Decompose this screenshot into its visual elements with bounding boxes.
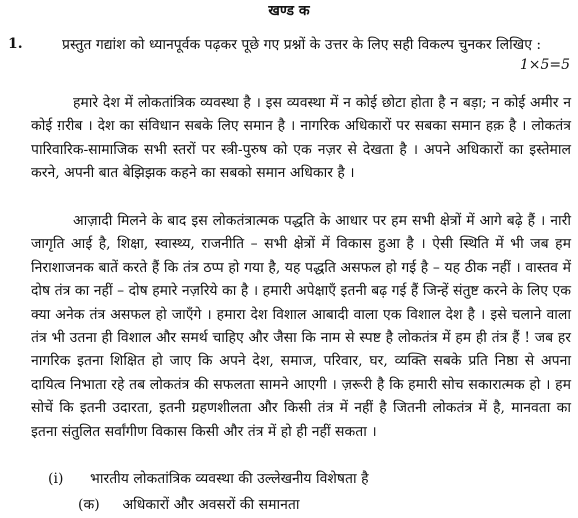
section-title: खण्ड क bbox=[268, 3, 310, 19]
question-number: 1. bbox=[8, 36, 23, 52]
option-item bbox=[78, 495, 299, 515]
question-prompt: प्रस्तुत गद्यांश को ध्यानपूर्वक पढ़कर पूछे गए प्रश्नों के उत्तर के लिए सही विकल्प चुनकर लिखिए : bbox=[62, 37, 542, 53]
sub-question-text: भारतीय लोकतांत्रिक व्यवस्था की उल्लेखनीय विशेषता है bbox=[90, 471, 369, 487]
option-text: अधिकारों और अवसरों की समानता bbox=[122, 497, 300, 513]
marks-allocation: 1×5=5 bbox=[519, 57, 570, 73]
option-label: (क) bbox=[78, 497, 100, 513]
passage-paragraph-2: आज़ादी मिलने के बाद इस लोकतंत्रात्मक पद्धति के आधार पर हम सभी क्षेत्रों में आगे बढ़े हैं । नारी जागृति आई है, शिक्षा, स्वास्थ्य, राजनीति – सभी क्षेत्रों में विकास हुआ है । ऐसी स्थिति में भी जब हम निराशाजनक बातें करते हैं कि तंत्र ठप्प हो गया है, यह पद्धति असफल हो गई है – यह ठीक नहीं । वास्तव में दोष तंत्र का नहीं – दोष हमारे नज़रिये का है । हमारी अपेक्षाएँ इतनी बढ़ गई हैं जिन्हें संतुष्ट करने के लिए एक क्या अनेक तंत्र असफल हो जाएँगे । हमारा देश विशाल आबादी वाला एक विशाल देश है । इसे चलाने वाला तंत्र भी उतना ही विशाल और समर्थ चाहिए और जैसा कि नाम से स्पष्ट है लोकतंत्र में हम ही तंत्र हैं ! जब हर नागरिक इतना शिक्षित हो जाए कि अपने देश, समाज, परिवार, घर, व्यक्ति सबके प्रति निष्ठा से अपना दायित्व निभाता रहे तब लोकतंत्र की सफलता सामने आएगी । ज़रूरी है कि हमारी सोच सकारात्मक हो । हम सोचें कि इतनी उदारता, इतनी ग्रहणशीलता और किसी तंत्र में नहीं है जितनी लोकतंत्र में है, मानवता का इतना संतुलित सर्वांगीण विकास किसी और तंत्र में हो ही नहीं सकता । bbox=[31, 213, 571, 440]
sub-question-number: (i) bbox=[48, 471, 64, 487]
passage-paragraph-1: हमारे देश में लोकतांत्रिक व्यवस्था है । इस व्यवस्था में न कोई छोटा होता है न बड़ा; न कोई अमीर न कोई ग़रीब । देश का संविधान सबके लिए समान है । नागरिक अधिकारों पर सबका समान हक़ है । लोकतंत्र पारिवारिक-सामाजिक सभी स्तरों पर स्त्री-पुरुष को एक नज़र से देखता है । अपने अधिकारों का इस्तेमाल करने, अपनी बात बेझिझक कहने का सबको समान अधिकार है । bbox=[31, 95, 571, 182]
